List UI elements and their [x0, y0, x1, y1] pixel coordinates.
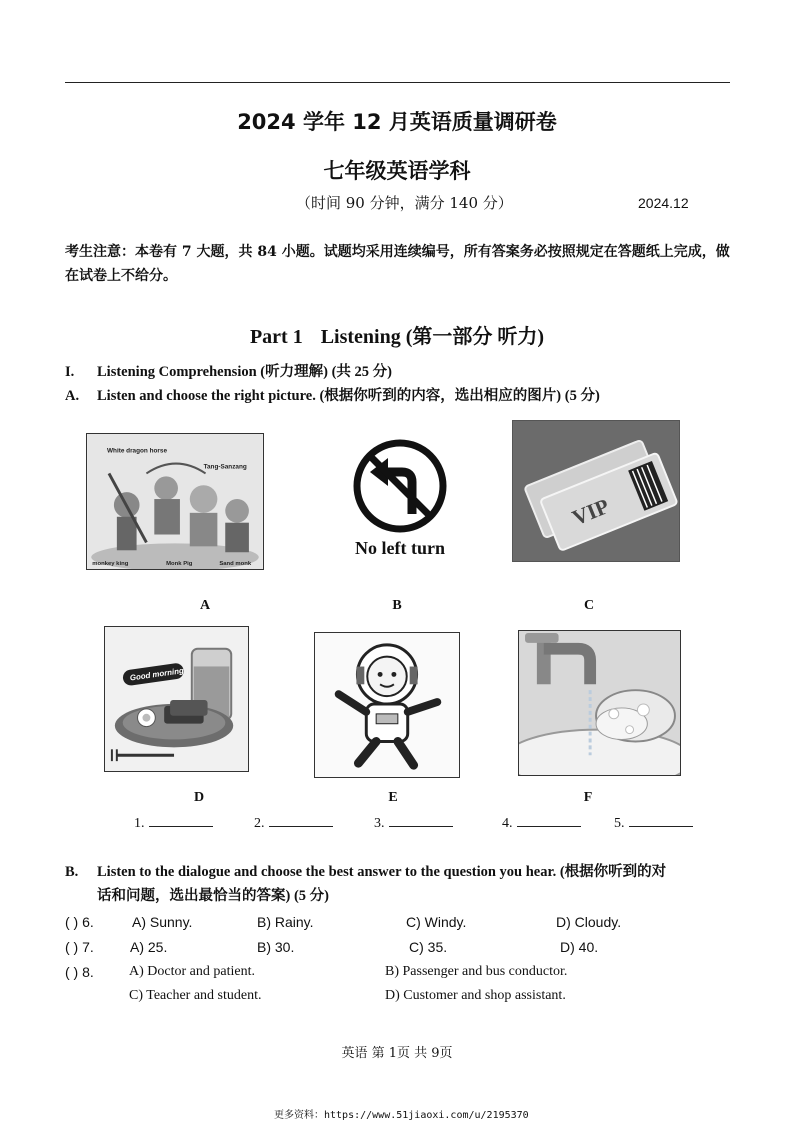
answer-line	[517, 814, 581, 827]
section-b-line2: 话和问题，选出最恰当的答案) (5 分)	[97, 888, 329, 904]
answer-line	[389, 814, 453, 827]
exam-date: 2024.12	[638, 195, 689, 211]
q6-option-a[interactable]: A) Sunny.	[132, 914, 193, 930]
answer-blank-5[interactable]	[614, 814, 693, 832]
section-i-text: Listening Comprehension (听力理解) (共 25 分)	[97, 364, 392, 380]
good-morning-text: Good morning	[129, 666, 185, 683]
q8-option-d[interactable]: D) Customer and shop assistant.	[385, 988, 566, 1003]
answer-blank-2[interactable]	[254, 814, 333, 832]
q7-number: ( ) 7.	[65, 939, 94, 955]
section-b-heading	[65, 860, 735, 908]
label-tang-sanzang: Tang-Sanzang	[203, 463, 247, 471]
picture-e	[314, 632, 460, 778]
page-footer: 英语 第 1页 共 9页	[341, 1046, 453, 1061]
answer-blank-3-num: 3.	[374, 816, 385, 831]
label-sand-monk: Sand monk	[219, 561, 252, 568]
letter-c: C	[583, 598, 595, 613]
answer-blank-1[interactable]	[134, 814, 213, 832]
section-b-line1: Listen to the dialogue and choose the best answer to the question you hear. (根据你听到的对	[97, 864, 667, 880]
part-heading	[0, 320, 794, 349]
answer-blank-1-num: 1.	[134, 816, 145, 831]
picture-c	[512, 420, 680, 562]
letter-b: B	[392, 598, 402, 613]
section-i-num: I.	[65, 364, 75, 380]
q7-option-c[interactable]: C) 35.	[409, 939, 448, 955]
q6-option-b[interactable]: B) Rainy.	[257, 914, 314, 930]
ticket-vip-text: VIP	[568, 494, 613, 531]
picture-a	[86, 433, 264, 570]
section-b-num: B.	[65, 864, 79, 880]
letter-a: A	[199, 598, 211, 613]
picture-f	[518, 630, 681, 776]
time-info: （时间 90 分钟，满分 140 分）	[296, 194, 513, 212]
answer-line	[629, 814, 693, 827]
exam-subtitle: 七年级英语学科	[323, 159, 471, 183]
answer-blank-2-num: 2.	[254, 816, 265, 831]
journey-west-illustration	[87, 434, 263, 569]
q8-option-c[interactable]: C) Teacher and student.	[129, 988, 262, 1003]
picture-d	[104, 626, 249, 772]
q8-option-a[interactable]: A) Doctor and patient.	[129, 964, 255, 979]
answer-blank-5-num: 5.	[614, 816, 625, 831]
section-a-text: Listen and choose the right picture. (根据你听到的内容，选出相应的图片) (5 分)	[97, 388, 600, 404]
washing-hands-illustration	[519, 631, 680, 775]
part-label: Part 1	[249, 326, 303, 348]
candidate-notice: 考生注意：本卷有 7 大题，共 84 小题。试题均采用连续编号，所有答案务必按照规定在答题纸上完成，做在试卷上不给分。	[65, 244, 730, 284]
label-monk-pig: Monk Pig	[166, 561, 193, 568]
section-a-num: A.	[65, 388, 80, 404]
part-title: Listening (第一部分 听力)	[320, 326, 545, 348]
answer-blank-4-num: 4.	[502, 816, 513, 831]
section-i-heading	[65, 360, 392, 381]
answer-blank-3[interactable]	[374, 814, 453, 832]
q7-option-b[interactable]: B) 30.	[257, 939, 295, 955]
q8-option-b[interactable]: B) Passenger and bus conductor.	[385, 964, 568, 979]
letter-f: F	[583, 790, 593, 805]
q6-option-c[interactable]: C) Windy.	[406, 914, 467, 930]
letter-d: D	[193, 790, 205, 805]
label-white-dragon-horse: White dragon horse	[107, 447, 168, 455]
section-a-heading	[65, 384, 600, 405]
answer-line	[269, 814, 333, 827]
no-left-turn-caption: No left turn	[355, 538, 445, 558]
answer-blank-4[interactable]	[502, 814, 581, 832]
q7-option-d[interactable]: D) 40.	[560, 939, 599, 955]
letter-e: E	[388, 790, 398, 805]
vip-tickets-icon	[513, 421, 679, 561]
astronaut-icon	[315, 633, 459, 777]
q6-option-d[interactable]: D) Cloudy.	[556, 914, 622, 930]
header-rule	[65, 82, 730, 83]
resource-link[interactable]: 更多资料：https://www.51jiaoxi.com/u/2195370	[274, 1110, 529, 1121]
q8-number: ( ) 8.	[65, 964, 94, 980]
q7-option-a[interactable]: A) 25.	[130, 939, 168, 955]
q6-number: ( ) 6.	[65, 914, 94, 930]
answer-line	[149, 814, 213, 827]
breakfast-illustration	[105, 627, 248, 771]
exam-title: 2024 学年 12 月英语质量调研卷	[237, 110, 557, 134]
picture-b	[340, 432, 460, 562]
label-monkey-king: monkey king	[92, 561, 129, 568]
